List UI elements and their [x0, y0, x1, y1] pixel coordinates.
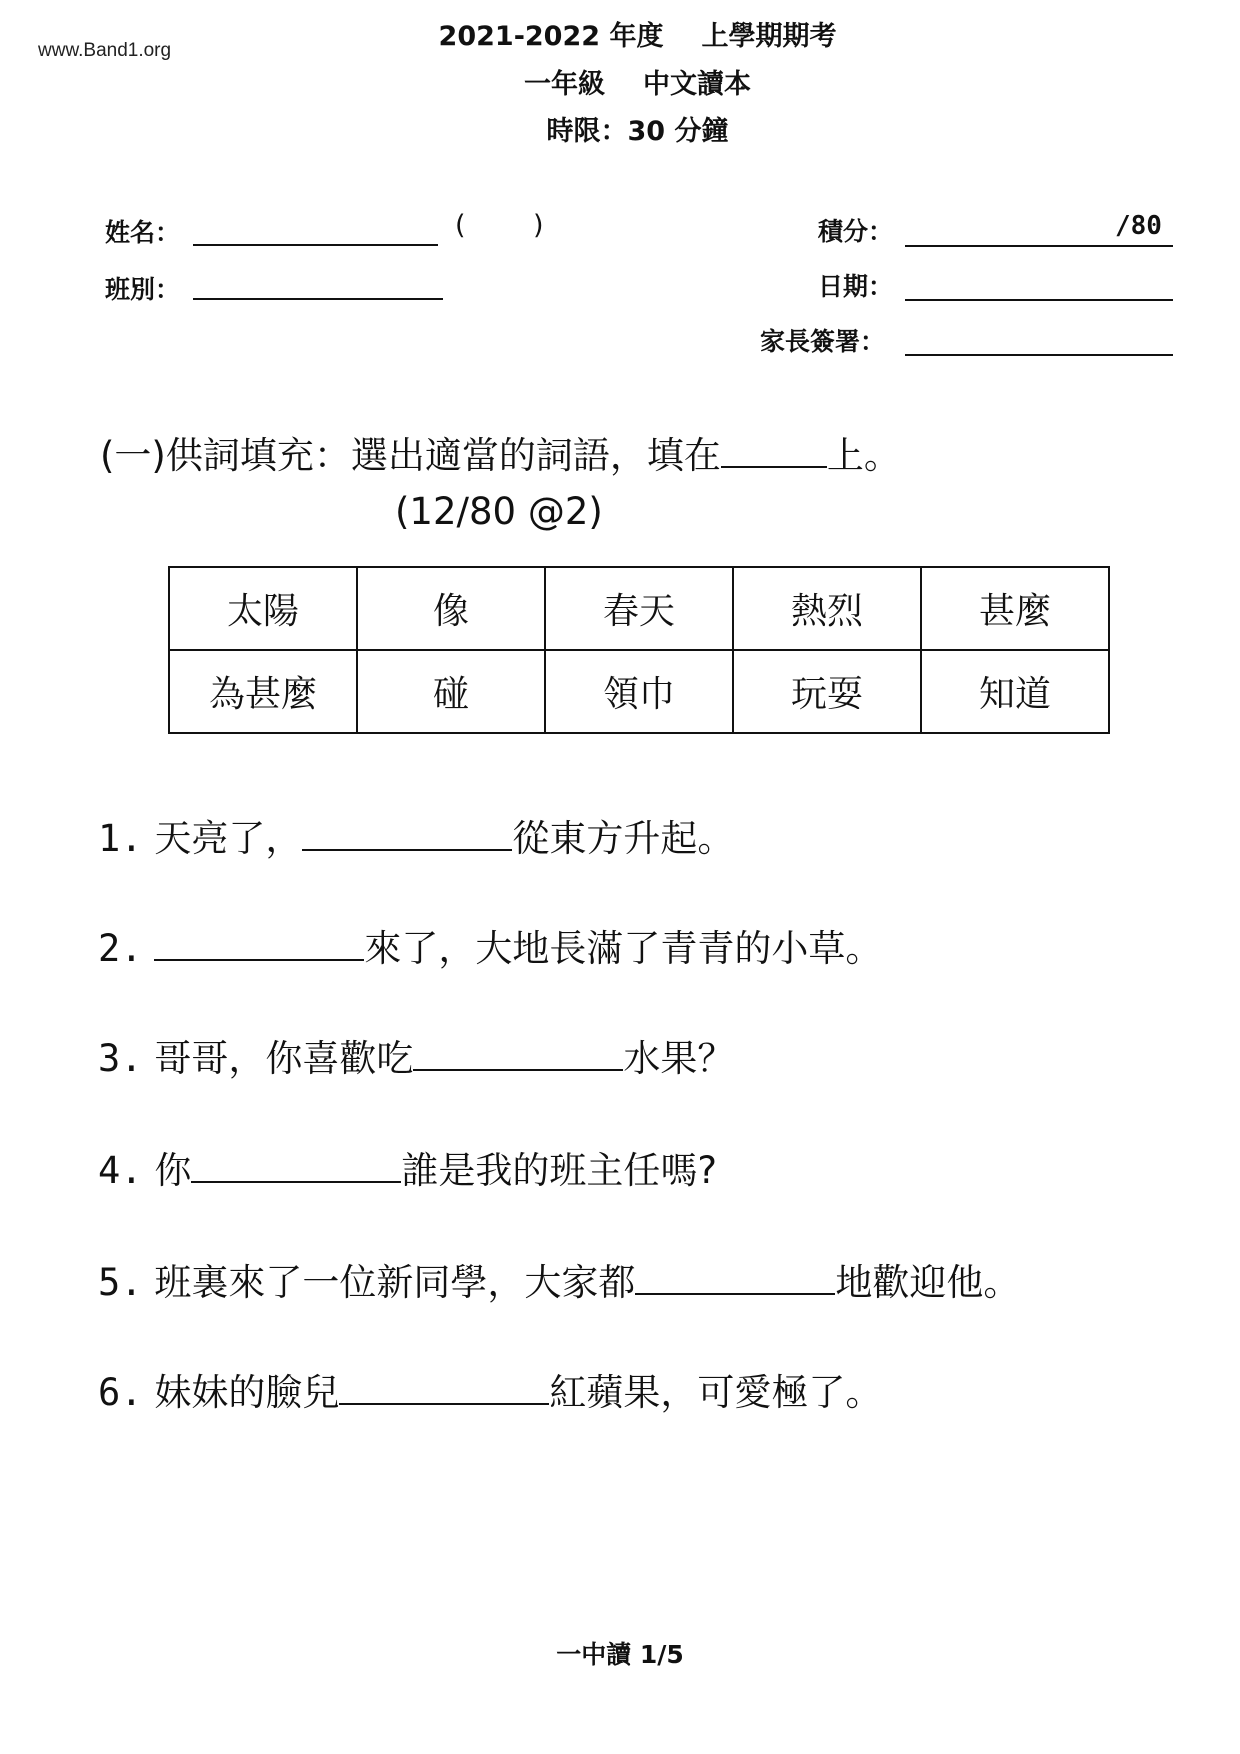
- exam-header-line1: [0, 14, 1240, 53]
- class-field[interactable]: [193, 298, 443, 300]
- question-3: [98, 1028, 734, 1082]
- question-number: 5.: [98, 1261, 143, 1304]
- question-5: [98, 1252, 1020, 1306]
- question-text-before: 天亮了，: [154, 817, 303, 860]
- exam-year: 2021-2022 年度: [438, 21, 664, 52]
- word-bank-cell: 春天: [545, 567, 733, 650]
- section-title-end: 上。: [826, 434, 901, 477]
- question-number: 4.: [98, 1149, 143, 1192]
- score-field[interactable]: [905, 245, 1173, 247]
- question-text-after: 水果？: [623, 1037, 735, 1080]
- question-number: 6.: [98, 1371, 143, 1414]
- answer-blank[interactable]: [154, 958, 364, 961]
- exam-time-limit: 時限：30 分鐘: [546, 116, 729, 147]
- exam-header-line2: [0, 62, 1240, 101]
- section-title-text: (一)供詞填充：選出適當的詞語，填在: [100, 434, 721, 477]
- word-bank-cell: 玩耍: [733, 650, 921, 733]
- question-6: [98, 1362, 882, 1416]
- name-label: 姓名：: [105, 218, 181, 247]
- word-bank-row: [169, 650, 1109, 733]
- question-text-before: 你: [154, 1149, 192, 1192]
- exam-subject: 中文讀本: [643, 69, 751, 100]
- exam-term: 上學期期考: [701, 21, 837, 52]
- answer-blank[interactable]: [191, 1180, 401, 1183]
- question-2: [98, 918, 882, 972]
- exam-grade: 一年級: [524, 69, 605, 100]
- question-text-after: 從東方升起。: [512, 817, 735, 860]
- section-marks: (12/80 @2): [395, 490, 603, 533]
- word-bank-cell: 領巾: [545, 650, 733, 733]
- question-number: 1.: [98, 817, 143, 860]
- title-blank-line: [721, 465, 827, 468]
- question-text-before: 妹妹的臉兒: [154, 1371, 340, 1414]
- answer-blank[interactable]: [635, 1292, 835, 1295]
- parent-signature-field[interactable]: [905, 354, 1173, 356]
- question-number: 3.: [98, 1037, 143, 1080]
- parent-signature-label: 家長簽署：: [760, 327, 886, 356]
- word-bank-cell: 為甚麼: [169, 650, 357, 733]
- watermark: www.Band1.org: [38, 40, 172, 61]
- class-number-paren-open: (: [455, 210, 466, 241]
- word-bank-cell: 甚麼: [921, 567, 1109, 650]
- answer-blank[interactable]: [302, 848, 512, 851]
- score-total: /80: [1115, 211, 1162, 241]
- word-bank-cell: 太陽: [169, 567, 357, 650]
- question-number: 2.: [98, 927, 143, 970]
- question-text-after: 紅蘋果，可愛極了。: [549, 1371, 883, 1414]
- answer-blank[interactable]: [413, 1068, 623, 1071]
- word-bank-cell: 碰: [357, 650, 545, 733]
- section-title: [100, 425, 901, 479]
- word-bank-cell: 知道: [921, 650, 1109, 733]
- word-bank-table: [168, 566, 1110, 734]
- question-1: [98, 808, 734, 862]
- question-text-after: 誰是我的班主任嗎?: [401, 1149, 717, 1192]
- question-text-after: 地歡迎他。: [835, 1261, 1021, 1304]
- question-4: [98, 1140, 717, 1194]
- word-bank-row: [169, 567, 1109, 650]
- question-text-before: 哥哥，你喜歡吃: [154, 1037, 414, 1080]
- word-bank-cell: 熱烈: [733, 567, 921, 650]
- name-field[interactable]: [193, 244, 438, 246]
- question-text-before: 班裏來了一位新同學，大家都: [154, 1261, 636, 1304]
- date-label: 日期：: [818, 272, 894, 301]
- word-bank-cell: 像: [357, 567, 545, 650]
- class-number-paren-close: ): [533, 210, 544, 241]
- question-text-after: 來了，大地長滿了青青的小草。: [364, 927, 883, 970]
- score-label: 積分：: [818, 217, 894, 246]
- page-footer: 一中讀 1/5: [556, 1640, 684, 1669]
- date-field[interactable]: [905, 299, 1173, 301]
- class-label: 班別：: [105, 275, 181, 304]
- answer-blank[interactable]: [339, 1402, 549, 1405]
